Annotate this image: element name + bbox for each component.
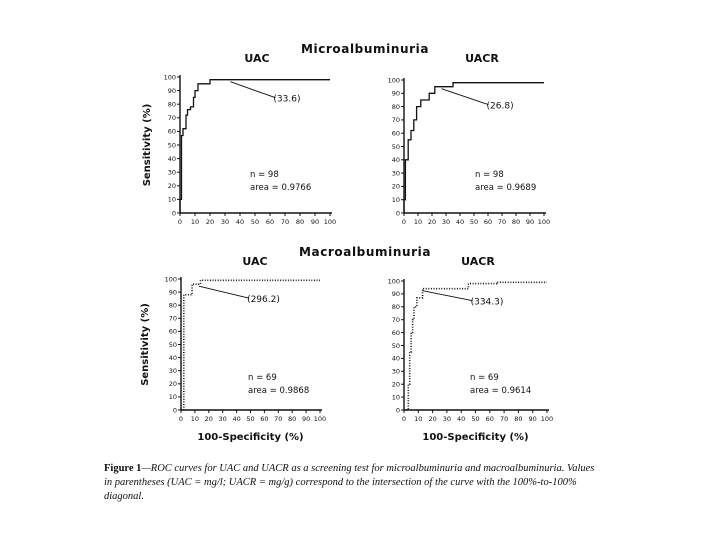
y-tick-label: 100 xyxy=(387,277,400,286)
cutoff-annotation: (296.2) xyxy=(247,295,280,306)
y-tick-label: 40 xyxy=(168,353,177,362)
y-tick-label: 100 xyxy=(164,275,177,284)
x-tick-label: 80 xyxy=(514,415,523,423)
cutoff-annotation: (334.3) xyxy=(470,297,504,308)
y-tick-label: 40 xyxy=(391,156,400,165)
y-tick-label: 50 xyxy=(168,340,177,349)
x-tick-label: 0 xyxy=(401,415,407,423)
x-tick-label: 100 xyxy=(313,415,327,423)
x-tick-label: 70 xyxy=(499,415,509,423)
y-tick-label: 40 xyxy=(167,154,176,163)
y-tick-label: 60 xyxy=(168,327,177,336)
panel-title: UAC xyxy=(242,255,268,268)
y-tick-label: 70 xyxy=(168,314,177,323)
y-tick-label: 20 xyxy=(391,182,400,191)
x-tick-label: 10 xyxy=(190,218,200,226)
x-tick-label: 50 xyxy=(471,415,480,423)
x-tick-label: 60 xyxy=(485,415,494,423)
y-tick-label: 50 xyxy=(391,142,400,151)
y-tick-label: 50 xyxy=(391,341,400,350)
x-tick-label: 70 xyxy=(274,415,283,423)
x-tick-label: 40 xyxy=(455,218,465,226)
sample-size-label: n = 69 xyxy=(470,373,499,383)
x-tick-label: 80 xyxy=(295,218,305,226)
x-tick-label: 0 xyxy=(178,415,184,423)
x-tick-label: 20 xyxy=(205,218,215,226)
x-tick-label: 90 xyxy=(528,415,537,423)
y-tick-label: 60 xyxy=(167,127,176,136)
auc-label: area = 0.9868 xyxy=(248,386,310,396)
y-tick-label: 10 xyxy=(391,393,400,402)
roc-panel-3 xyxy=(140,255,326,443)
caption-text: —ROC curves for UAC and UACR as a screening test for microalbuminuria and macroalbuminuria. Values in parentheses (UAC = mg/l; UACR = mg/g) correspond to the intersection of the curve with the 100%-to-100% diagonal. xyxy=(104,463,595,502)
x-tick-label: 100 xyxy=(540,415,554,423)
section-header-macro: Macroalbuminuria xyxy=(298,245,432,259)
y-tick-label: 100 xyxy=(163,73,176,82)
x-tick-label: 70 xyxy=(497,218,507,226)
x-tick-label: 60 xyxy=(483,218,493,226)
cutoff-annotation: (26.8) xyxy=(486,101,514,112)
y-tick-label: 80 xyxy=(168,301,177,310)
annotation-leader xyxy=(199,286,249,298)
x-tick-label: 60 xyxy=(265,218,275,226)
x-tick-label: 90 xyxy=(301,415,311,423)
x-tick-label: 50 xyxy=(246,415,255,423)
x-tick-label: 20 xyxy=(428,415,437,423)
panel-title: UACR xyxy=(461,255,495,268)
sample-size-label: n = 98 xyxy=(250,170,279,180)
y-tick-label: 70 xyxy=(391,316,400,324)
y-tick-label: 80 xyxy=(391,303,400,312)
y-tick-label: 70 xyxy=(167,114,176,123)
y-tick-label: 90 xyxy=(391,290,400,299)
y-tick-label: 30 xyxy=(391,367,400,376)
x-tick-label: 20 xyxy=(427,218,437,226)
auc-label: area = 0.9614 xyxy=(470,386,532,396)
y-tick-label: 40 xyxy=(391,354,400,363)
y-axis-label: Sensitivity (%) xyxy=(142,103,153,187)
y-tick-label: 20 xyxy=(167,182,176,191)
x-tick-label: 50 xyxy=(469,218,479,226)
x-tick-label: 30 xyxy=(218,415,227,423)
cutoff-annotation: (33.6) xyxy=(273,94,301,105)
y-tick-label: 80 xyxy=(391,102,400,111)
y-tick-label: 20 xyxy=(168,380,177,389)
y-tick-label: 20 xyxy=(391,380,400,389)
caption-label: Figure 1 xyxy=(104,463,142,474)
annotation-leader xyxy=(230,82,275,98)
x-tick-label: 70 xyxy=(280,218,290,226)
roc-panel-4 xyxy=(388,255,554,443)
x-tick-label: 40 xyxy=(235,218,245,226)
y-tick-label: 50 xyxy=(167,141,176,150)
y-tick-label: 10 xyxy=(168,393,177,402)
panel-title: UACR xyxy=(465,52,499,65)
x-tick-label: 80 xyxy=(288,415,297,423)
figure-caption xyxy=(104,462,604,504)
y-tick-label: 90 xyxy=(168,288,177,297)
x-tick-label: 10 xyxy=(414,415,423,423)
y-tick-label: 100 xyxy=(387,76,400,85)
y-tick-label: 90 xyxy=(391,89,400,98)
x-tick-label: 20 xyxy=(204,415,213,423)
y-tick-label: 0 xyxy=(172,406,177,415)
y-tick-label: 70 xyxy=(391,116,400,125)
y-axis-label: Sensitivity (%) xyxy=(140,303,151,386)
y-tick-label: 30 xyxy=(167,168,176,177)
y-tick-label: 30 xyxy=(168,367,177,375)
x-tick-label: 30 xyxy=(220,218,230,226)
roc-panel-2 xyxy=(388,52,551,226)
y-tick-label: 10 xyxy=(391,196,400,204)
roc-curve xyxy=(404,83,544,213)
y-tick-label: 60 xyxy=(391,129,400,138)
y-tick-label: 80 xyxy=(167,100,176,109)
x-tick-label: 10 xyxy=(413,218,423,226)
y-tick-label: 30 xyxy=(391,169,400,178)
sample-size-label: n = 98 xyxy=(475,170,504,180)
y-tick-label: 0 xyxy=(395,406,400,415)
x-tick-label: 100 xyxy=(537,218,551,226)
x-tick-label: 40 xyxy=(232,415,241,423)
y-tick-label: 0 xyxy=(171,209,176,218)
x-tick-label: 10 xyxy=(190,415,200,423)
roc-panel-1 xyxy=(142,52,336,226)
y-tick-label: 90 xyxy=(167,86,176,95)
y-tick-label: 60 xyxy=(391,328,400,337)
x-tick-label: 100 xyxy=(323,218,337,226)
x-tick-label: 0 xyxy=(177,218,183,226)
x-axis-label: 100-Specificity (%) xyxy=(197,432,304,443)
x-axis-label: 100-Specificity (%) xyxy=(422,432,529,443)
x-tick-label: 80 xyxy=(511,218,521,226)
x-tick-label: 30 xyxy=(442,415,452,423)
x-tick-label: 90 xyxy=(525,218,535,226)
annotation-leader xyxy=(423,291,473,301)
annotation-leader xyxy=(442,89,489,105)
auc-label: area = 0.9766 xyxy=(250,183,312,193)
x-tick-label: 60 xyxy=(260,415,269,423)
y-tick-label: 0 xyxy=(395,209,400,218)
y-tick-label: 10 xyxy=(167,195,176,204)
x-tick-label: 0 xyxy=(401,218,407,226)
sample-size-label: n = 69 xyxy=(248,373,277,383)
x-tick-label: 40 xyxy=(457,415,466,423)
x-tick-label: 30 xyxy=(441,218,451,226)
roc-curve xyxy=(180,80,330,213)
auc-label: area = 0.9689 xyxy=(475,183,537,193)
x-tick-label: 50 xyxy=(250,218,260,226)
panel-title: UAC xyxy=(244,52,270,65)
section-header-micro: Microalbuminuria xyxy=(300,42,430,56)
x-tick-label: 90 xyxy=(310,218,320,226)
